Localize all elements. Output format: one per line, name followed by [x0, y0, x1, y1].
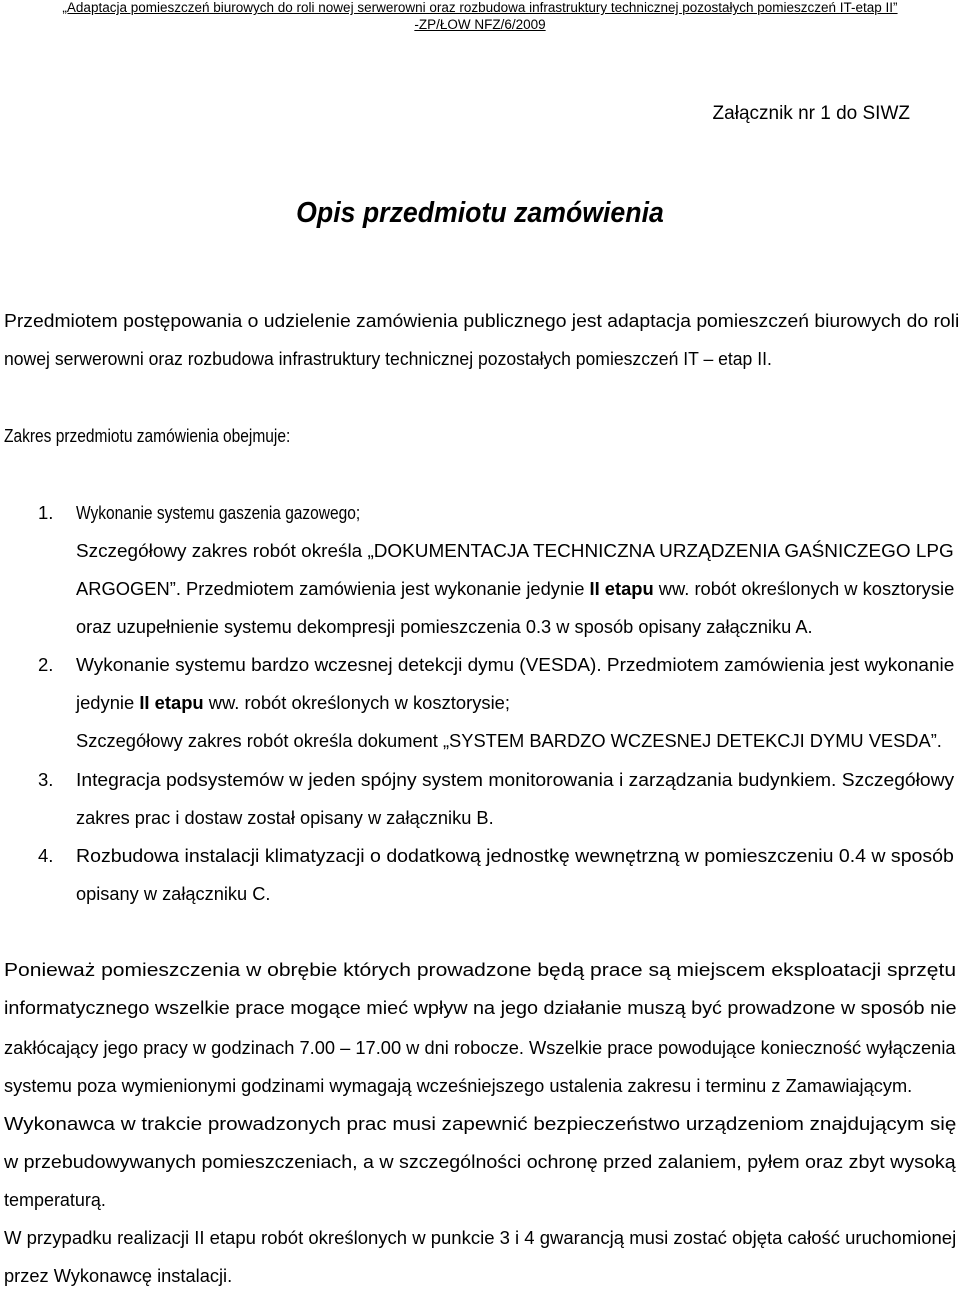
- paragraph-2-line-3: temperaturą.: [4, 1189, 106, 1210]
- list-item-1-line-1: Wykonanie systemu gaszenia gazowego;: [76, 502, 361, 523]
- list-item-2-line-1: Wykonanie systemu bardzo wczesnej detekcji dymu (VESDA). Przedmiotem zamówienia jest wykonanie: [76, 654, 955, 675]
- list-item-4-line-1: Rozbudowa instalacji klimatyzacji o dodatkową jednostkę wewnętrzną w pomieszczeniu 0.4 w sposób: [76, 845, 954, 866]
- document-header-reference: -ZP/ŁOW NFZ/6/2009: [414, 17, 546, 32]
- paragraph-2-line-2: w przebudowywanych pomieszczeniach, a w szczególności ochronę przed zalaniem, pyłem oraz zbyt wysoką: [4, 1151, 956, 1172]
- list-item-3-line-2: zakres prac i dostaw został opisany w załączniku B.: [76, 807, 494, 828]
- paragraph-2-line-1: Wykonawca w trakcie prowadzonych prac musi zapewnić bezpieczeństwo urządzeniom znajdującym się: [4, 1113, 957, 1134]
- list-item-number: 1.: [38, 502, 54, 523]
- paragraph-1-line-3: zakłócający jego pracy w godzinach 7.00 – 17.00 w dni robocze. Wszelkie prace powodujące konieczność wyłączenia: [4, 1037, 956, 1058]
- list-item-1-stage-emphasis: II etapu: [589, 578, 654, 599]
- list-item-1-text-a: ARGOGEN”. Przedmiotem zamówienia jest wykonanie jedynie: [76, 578, 590, 599]
- list-item-2-stage-emphasis: II etapu: [139, 692, 204, 713]
- list-item-2-text-c: ww. robót określonych w kosztorysie;: [203, 692, 510, 713]
- paragraph-3-line-2: przez Wykonawcę instalacji.: [4, 1265, 233, 1286]
- intro-line-1: Przedmiotem postępowania o udzielenie zamówienia publicznego jest adaptacja pomieszczeń biurowych do roli: [4, 310, 960, 331]
- paragraph-1-line-2: informatycznego wszelkie prace mogące mieć wpływ na jego działanie muszą być prowadzone w sposób nie: [4, 997, 957, 1018]
- list-item-3-line-1: Integracja podsystemów w jeden spójny system monitorowania i zarządzania budynkiem. Szczegółowy: [76, 769, 955, 790]
- list-item-4-line-2: opisany w załączniku C.: [76, 883, 271, 904]
- list-item-number: 3.: [38, 769, 54, 790]
- list-item-1-line-2: Szczegółowy zakres robót określa „DOKUMENTACJA TECHNICZNA URZĄDZENIA GAŚNICZEGO LPG: [76, 540, 954, 561]
- list-item-2-text-a: jedynie: [76, 692, 140, 713]
- list-item-2-line-2: [76, 691, 510, 715]
- list-item-1-text-c: ww. robót określonych w kosztorysie: [653, 578, 955, 599]
- paragraph-1-line-4: systemu poza wymienionymi godzinami wymagają wcześniejszego ustalenia zakresu i terminu z Zamawiającym.: [4, 1075, 913, 1096]
- list-item-1-line-3: [76, 577, 954, 601]
- paragraph-3-line-1: W przypadku realizacji II etapu robót określonych w punkcie 3 i 4 gwarancją musi zostać objęta całość uruchomionej: [4, 1227, 957, 1248]
- list-item-number: 2.: [38, 654, 54, 675]
- page-title: Opis przedmiotu zamówienia: [296, 197, 664, 229]
- intro-line-2: nowej serwerowni oraz rozbudowa infrastruktury technicznej pozostałych pomieszczeń IT – etap II.: [4, 348, 772, 369]
- list-item-number: 4.: [38, 845, 54, 866]
- document-header-title: „Adaptacja pomieszczeń biurowych do roli nowej serwerowni oraz rozbudowa infrastruktury technicznej pozostałych pomieszczeń IT-etap II”: [62, 0, 898, 15]
- scope-heading: Zakres przedmiotu zamówienia obejmuje:: [4, 425, 291, 446]
- list-item-2-line-3: Szczegółowy zakres robót określa dokument „SYSTEM BARDZO WCZESNEJ DETEKCJI DYMU VESDA”.: [76, 730, 942, 751]
- paragraph-1-line-1: Ponieważ pomieszczenia w obrębie których prowadzone będą prace są miejscem eksploatacji sprzętu: [4, 959, 957, 980]
- annex-label: Załącznik nr 1 do SIWZ: [712, 103, 910, 124]
- list-item-1-line-4: oraz uzupełnienie systemu dekompresji pomieszczenia 0.3 w sposób opisany załączniku A.: [76, 616, 813, 637]
